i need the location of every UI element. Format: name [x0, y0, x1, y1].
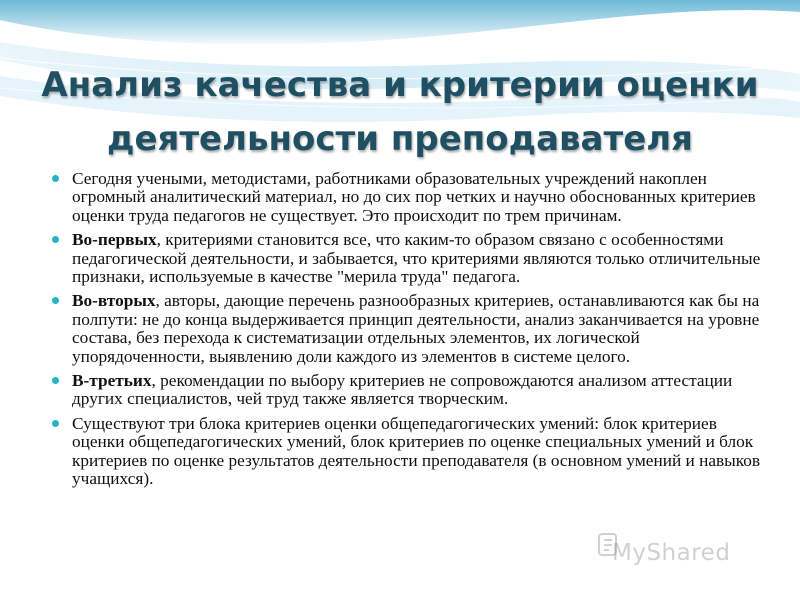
bullet-item	[52, 170, 768, 225]
bullet-dot-icon	[52, 377, 59, 384]
bullet-lead-word: Во-вторых	[72, 291, 156, 311]
slide-content	[52, 170, 768, 495]
slide-title	[20, 58, 780, 166]
bullet-item	[52, 231, 768, 286]
bullet-text	[72, 230, 760, 286]
bullet-dot-icon	[52, 175, 59, 182]
bullet-text	[72, 414, 760, 488]
bullet-text	[72, 371, 732, 408]
bullet-text-body: , авторы, дающие перечень разнообразных критериев, останавливаются как бы на полпути: не до конца выдерживается принцип деятельности, анализ заканчивается на уровне состава, без перехода к систематизации отдельных элементов, их логической упорядоченности, выявлению доли каждого из элементов в системе целого.	[72, 291, 760, 366]
bullet-text-body: Существуют три блока критериев оценки общепедагогических умений: блок критериев оценки общепедагогических умений, блок критериев по оценке специальных умений и блок критериев по оценке результатов деятельности преподавателя (в основном умений и навыков учащихся).	[72, 413, 761, 489]
bullet-dot-icon	[52, 297, 59, 304]
bullet-item	[52, 292, 768, 366]
watermark-text: MyShared	[612, 540, 731, 566]
bullet-dot-icon	[52, 420, 59, 427]
bullet-dot-icon	[52, 236, 59, 243]
bullet-text	[72, 169, 756, 225]
bullet-item	[52, 415, 768, 489]
bullet-lead-word: В-третьих	[72, 371, 152, 391]
bullet-text-body: Сегодня учеными, методистами, работниками образовательных учреждений накоплен огромный аналитический материал, но до сих пор четких и научно обоснованных критериев оценки труда педагогов не существует. Это происходит по трем причинам.	[72, 169, 756, 225]
bullet-list	[52, 170, 768, 489]
slide-title-line-1: Анализ качества и критерии оценки	[41, 65, 759, 105]
bullet-text	[72, 291, 759, 365]
bullet-item	[52, 372, 768, 409]
bullet-text-body: , критериями становится все, что каким-то образом связано с особенностями педагогической деятельности, и забывается, что критериями являются только отличительные признаки, используемые в качестве "мерила труда" педагога.	[72, 230, 761, 287]
slide-title-line-2: деятельности преподавателя	[107, 119, 693, 159]
bullet-lead-word: Во-первых	[72, 230, 157, 250]
bullet-text-body: , рекомендации по выбору критериев не сопровождаются анализом аттестации других специалистов, чей труд также является творческим.	[72, 371, 733, 409]
